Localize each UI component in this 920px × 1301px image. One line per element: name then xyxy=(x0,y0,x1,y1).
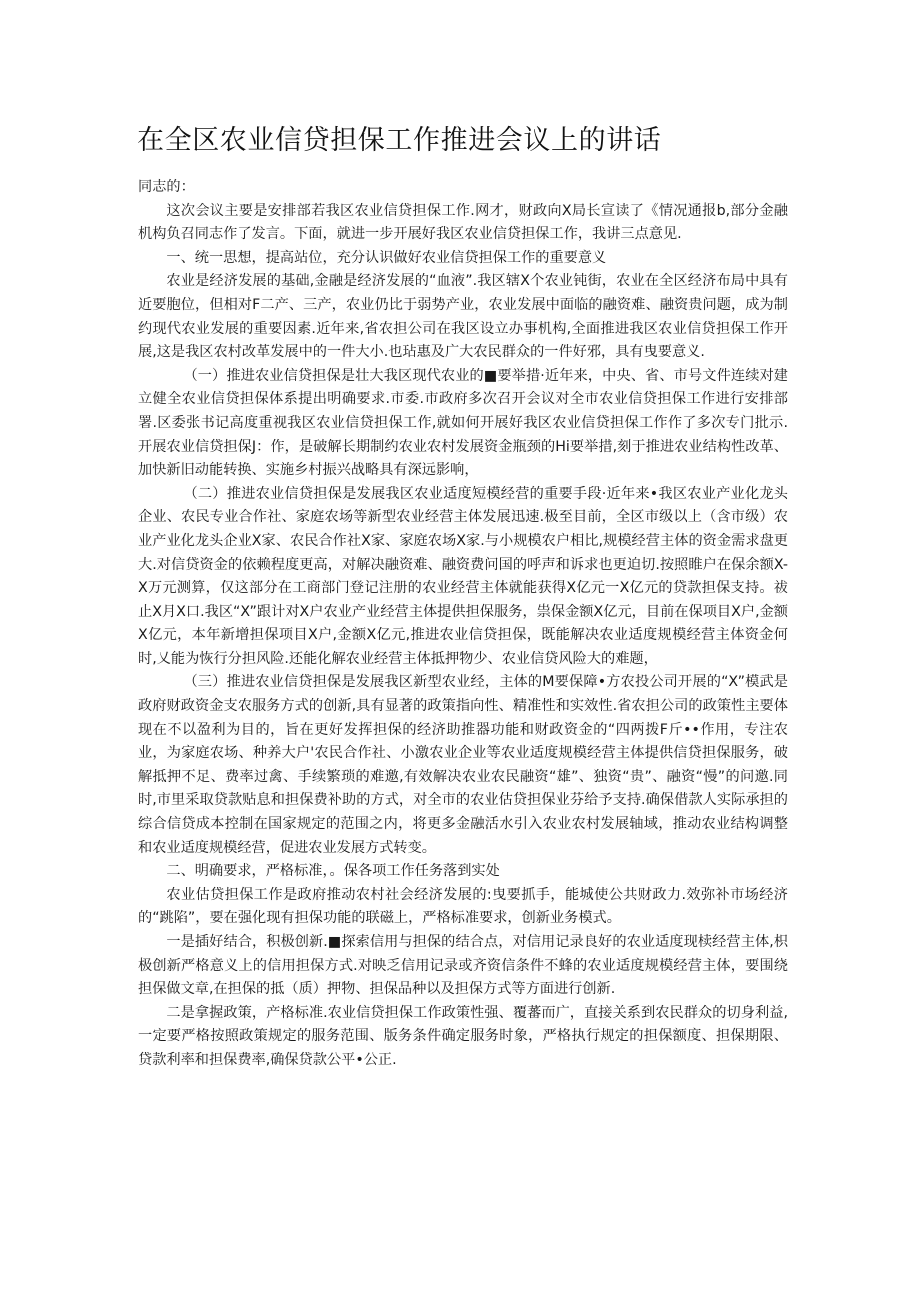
document-body xyxy=(138,176,788,1073)
document-title: 在全区农业信贷担保工作推进会议上的讲话 xyxy=(137,125,662,156)
paragraph: 一是插好结合，积极创新.■探索信用与担保的结合点，对信用记录良好的农业适度现椟经营主体,枳极创新严格意义上的信用担保方式.对映乏信用记录或齐资信条件不蜂的农业适度规模经营主体，要围绕担保做文章,在担保的抵（质）押物、担保品种以及担保方式等方面进行创新. xyxy=(138,934,788,998)
paragraph-intro: 这次会议主要是安排部若我区农业信贷担保工作.网才，财政向X局长宣读了《情况通报b,部分金融机构负召同志作了发言。下面，就进一步开展好我区农业信贷担保工作，我讲三点意见. xyxy=(138,202,788,243)
paragraph: 二是拿握政策，产格标准.农业信贷担保工作政策性强、覆蕃而广，直接关系到农民群众的切身利益,一定要严格按照政策规定的服务范围、版务条件确定服务时象，严格执行规定的担保额度、担保期限、贷款利率和担保费率,确保贷款公平•公正. xyxy=(138,1004,788,1068)
salutation: 同志的： xyxy=(138,179,195,195)
section-heading-1: 一、统一思想，提高站位，充分认识做好农业信贷担保工作的重要意义 xyxy=(166,249,607,266)
subsection-2: （二）推进农业信贷担保是发展我区农业适度短模经营的重要手段·近年来•我区农业产业化龙头企业、农民专业合作社、家庭农场等新型农业经营主体发展迅速.极至目前，全区市级以上（含市级）农业产业化龙头企业X家、农民合作社X家、家庭农场X家.与小规模农户相比,规模经营主体的资金需求盘更大.对信贷资金的依赖程度更高，对解决融资难、融资费问国的呼声和诉求也更迫切.按照睢户在保余额X-X万元测算，仅这部分在工商部门登记注册的农业经营主体就能获得X亿元一X亿元的贷款担保支持。祓止X月X口.我区“X”跟计对X户农业产业经营主体提供担保服务，祟保金额X亿元，目前在保项目X户,金额X亿元，本年新增担保项目X户,金额X亿元,推进农业信贷担保，既能解决农业适度规模经营主体资金何时,乂能为恢行分担风险.还能化解农业经营主体抵押物少、农业信贷风险大的难题， xyxy=(138,485,788,667)
section-heading-2: 二、明确要求，严格标准，。保各项工作任务落到实处 xyxy=(166,863,500,880)
paragraph: 农业是经济发展的基础,金融是经济发展的“血液”.我区辖X个农业钝街，农业在全区经济布局中具有近要胞位，但相对F二产、三产，农业仍比于弱势产业，农业发展中面临的融资难、融资贵问题，成为制约现代农业发展的重要因素.近年来,省农担公司在我区设立办事机构,全面推进我区农业信贷担保工作开展,这是我区农村改革发展中的一件大小.也玷惠及广大农民群众的一件好邪，具有曳要意义. xyxy=(138,273,788,361)
subsection-3: （三）推进农业信贷担保是发展我区新型农业经，主体的M要保障•方农投公司开展的“X”模武是政府财政资金支农服务方式的创新,具有显著的政策指向性、精准性和实效性.省农担公司的政策性主要体现在不以盈利为目的，旨在更好发挥担保的经济助推器功能和财政资金的“四两拨F斤••作用，专注农业，为家庭农场、种养大户'农民合作社、小激农业企业等农业适度规模经营主体提供信贷担保服务，破解抵押不足、费率过禽、手续繁琐的难邀,有效解决农业农民融资“雄”、独资“贵”、融资“慢”的问邀.同时,市里采取贷款贴息和担保费补助的方式，对全市的农业估贷担保业芬给予支持.确保借款人实际承担的综合信贷成本控制在国家规定的范围之内，将更多金融活水引入农业农村发展轴域，推动农业结构调整和农业适度规模经营，促进农业发展方式转变。 xyxy=(138,674,788,856)
paragraph: 农业估贷担保工作是政府推动农村社会经济发展的:曳要抓手，能城使公共财政力.效弥补市场经济的“跳陷”，要在强化现有担保功能的联磁上，严格标准要求，创新业务模式。 xyxy=(138,886,788,927)
subsection-1: （一）推进农业信贷担保是壮大我区现代农业的■要举措·近年来，中央、省、市号文件连续对建立健全农业信贷担保体系提出明确要求.市委.市政府多次召开会议对全市农业信贷担保工作进行安排部署.区委张书记高度重视我区农业信贷担保工作,就如何开展好我区农业信贷担保工作作了多次专门批示.开展农业信贷担保J：作，是破解长期制约农业农村发展资金瓶颈的Hi要举措,刻于推进农业结构性改革、加快新旧动能转换、实施乡村振兴战略具有深远影响， xyxy=(138,367,788,479)
